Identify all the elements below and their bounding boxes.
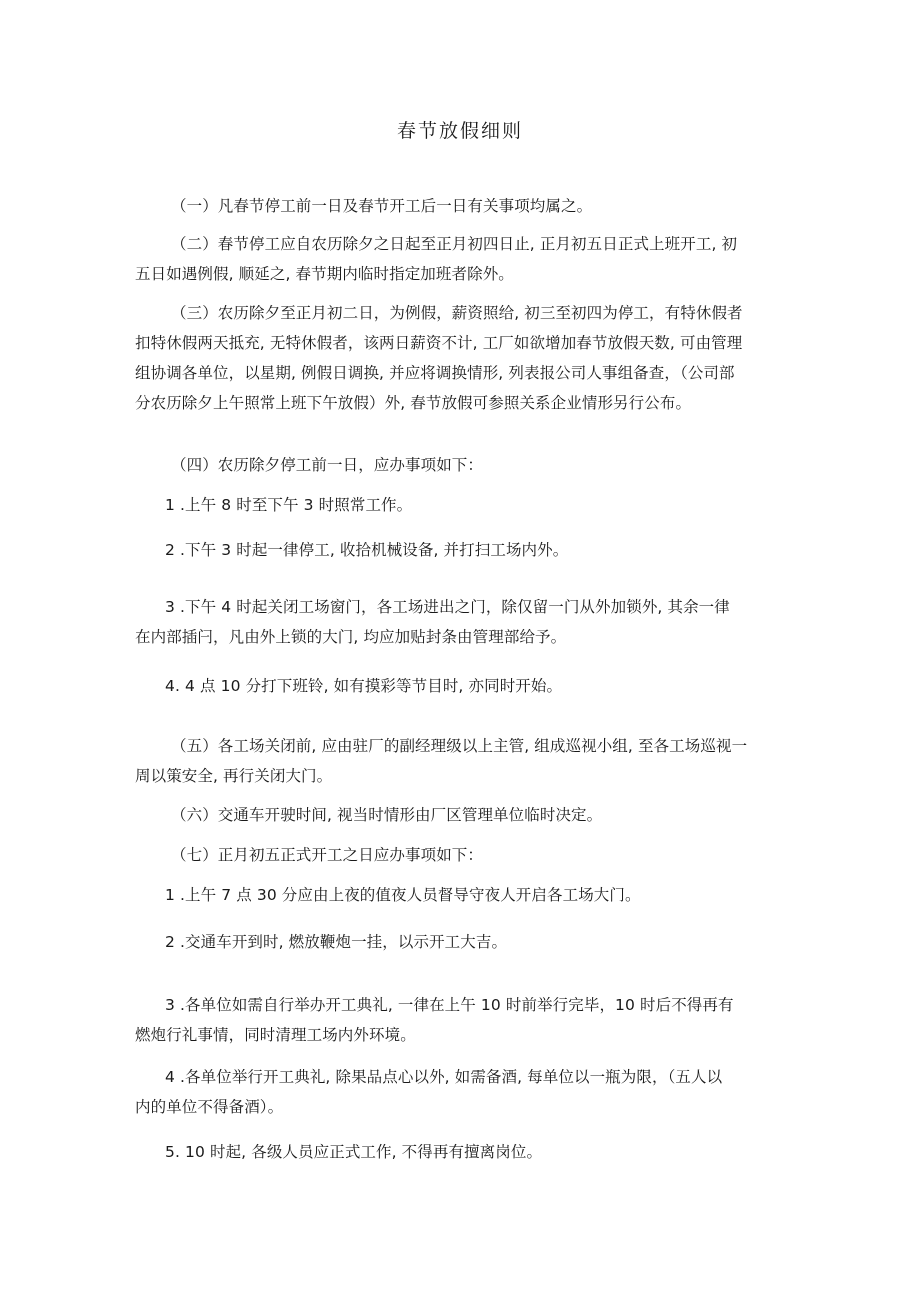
list-item-7-5 [135,1137,785,1167]
paragraph-line: 五日如遇例假, 顺延之, 春节期内临时指定加班者除外。 [135,265,514,283]
paragraph-4 [135,450,785,480]
paragraph-line: 1 .上午 8 时至下午 3 时照常工作。 [165,496,413,514]
list-item-4-1 [135,490,785,520]
paragraph-line: （五）各工场关闭前, 应由驻厂的副经理级以上主管, 组成巡视小组, 至各工场巡视一 [171,737,748,755]
paragraph-line: （二）春节停工应自农历除夕之日起至正月初四日止, 正月初五日正式上班开工, 初 [171,235,738,253]
paragraph-line: （六）交通车开驶时间, 视当时情形由厂区管理单位临时决定。 [171,806,603,824]
paragraph-1 [135,191,785,221]
list-item-4-4 [135,671,785,701]
paragraph-6 [135,800,785,830]
paragraph-line: 扣特休假两天抵充, 无特休假者，该两日薪资不计, 工厂如欲增加春节放假天数, 可由管理 [135,334,743,352]
paragraph-line: （七）正月初五正式开工之日应办事项如下： [171,846,484,864]
paragraph-line: 周以策安全, 再行关闭大门。 [135,767,333,785]
paragraph-line: 4 .各单位举行开工典礼, 除果品点心以外, 如需备酒, 每单位以一瓶为限，（五人以 [165,1068,723,1086]
paragraph-2 [135,229,785,289]
paragraph-7 [135,840,785,870]
paragraph-line: 分农历除夕上午照常上班下午放假）外, 春节放假可参照关系企业情形另行公布。 [135,394,692,412]
paragraph-line: 组协调各单位，以星期, 例假日调换, 并应将调换情形, 列表报公司人事组备查，（公司部 [135,364,735,382]
paragraph-line: 2 .下午 3 时起一律停工, 收拾机械设备, 并打扫工场内外。 [165,541,569,559]
paragraph-line: 4. 4 点 10 分打下班铃, 如有摸彩等节目时, 亦同时开始。 [165,677,563,695]
list-item-7-2 [135,927,785,957]
paragraph-line: 3 .下午 4 时起关闭工场窗门，各工场进出之门，除仅留一门从外加锁外, 其余一律 [165,598,730,616]
page-title: 春节放假细则 [396,120,523,142]
list-item-7-3 [135,990,785,1050]
list-item-7-4 [135,1062,785,1122]
list-item-4-2 [135,535,785,565]
paragraph-line: 5. 10 时起, 各级人员应正式工作, 不得再有擅离岗位。 [165,1143,543,1161]
list-item-4-3 [135,592,785,652]
paragraph-line: （三）农历除夕至正月初二日，为例假，薪资照给, 初三至初四为停工，有特休假者 [171,304,743,322]
paragraph-5 [135,731,785,791]
paragraph-3 [135,298,785,418]
paragraph-line: （一）凡春节停工前一日及春节开工后一日有关事项均属之。 [171,197,593,215]
paragraph-line: 燃炮行礼事情，同时清理工场内外环境。 [135,1026,416,1044]
paragraph-line: （四）农历除夕停工前一日，应办事项如下： [171,456,484,474]
paragraph-line: 2 .交通车开到时, 燃放鞭炮一挂，以示开工大吉。 [165,933,508,951]
paragraph-line: 在内部插闩，凡由外上锁的大门, 均应加贴封条由管理部给予。 [135,628,567,646]
paragraph-line: 3 .各单位如需自行举办开工典礼, 一律在上午 10 时前举行完毕，10 时后不得再有 [165,996,734,1014]
list-item-7-1 [135,880,785,910]
paragraph-line: 1 .上午 7 点 30 分应由上夜的值夜人员督导守夜人开启各工场大门。 [165,886,641,904]
paragraph-line: 内的单位不得备酒）。 [135,1098,284,1116]
